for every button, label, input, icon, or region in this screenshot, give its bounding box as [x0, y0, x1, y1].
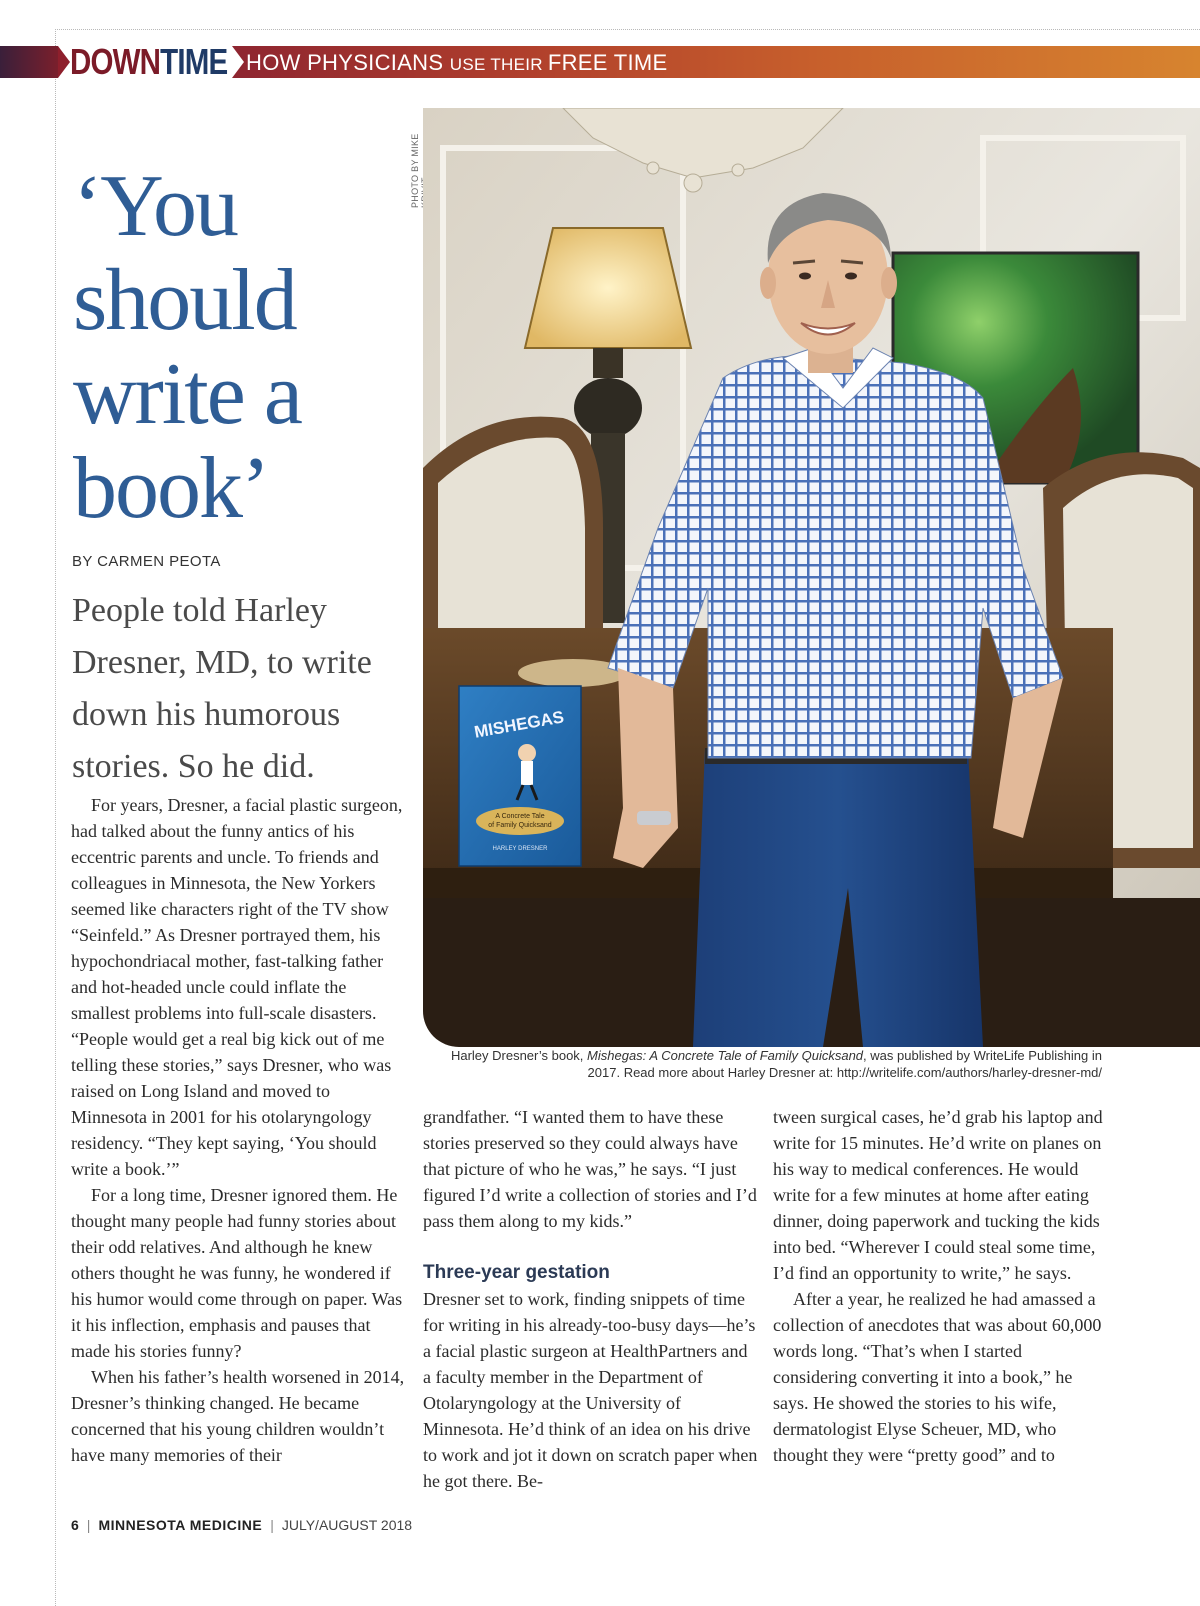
section-subhead: Three-year gestation: [423, 1262, 610, 1283]
section-banner: [0, 41, 1200, 82]
article-column-2: [423, 1104, 759, 1494]
banner-chevron-icon: [232, 46, 244, 78]
article-deck: People told Harley Dresner, MD, to write down his humorous stories. So he did.: [72, 592, 372, 785]
photo-caption: [430, 1047, 1102, 1081]
section-name: [70, 42, 227, 82]
page-trim-left: [55, 29, 56, 1606]
page-footer: [71, 1517, 412, 1537]
photo-credit: PHOTO BY MIKE: [410, 133, 420, 208]
title-line: should: [73, 252, 296, 349]
tagline-part2: USE THEIR: [449, 55, 548, 74]
byline: BY CARMEN PEOTA: [72, 553, 221, 570]
page-trim-top: [55, 29, 1200, 30]
footer-divider: |: [270, 1517, 274, 1533]
book-author: HARLEY DRESNER: [492, 846, 548, 852]
paragraph: When his father’s health worsened in 2014, Dresner’s thinking changed. He became concerned that his young children wouldn’t have many memories of their: [71, 1367, 405, 1465]
tagline-part3: FREE TIME: [547, 50, 668, 75]
article-column-1: [71, 792, 407, 1468]
section-name-time: TIME: [160, 41, 228, 82]
article-column-3: [773, 1104, 1109, 1468]
title-line: book’: [73, 440, 269, 537]
issue-date: JULY/AUGUST 2018: [281, 1517, 413, 1533]
footer-divider: |: [86, 1517, 91, 1533]
tagline-part1: HOW PHYSICIANS: [246, 50, 450, 75]
section-name-down: DOWN: [70, 41, 161, 82]
paragraph: For a long time, Dresner ignored them. He thought many people had funny stories about their odd relatives. And although he knew others thought he was funny, he wondered if his humor would come through on paper. Was it his inflection, emphasis and pauses that made his stories funny?: [71, 1185, 403, 1361]
title-line: write a: [73, 346, 301, 443]
banner-arrow-icon: [58, 46, 70, 78]
paragraph: After a year, he realized he had amassed a collection of anecdotes that was about 60,000 words long. “That’s when I started considering converting it into a book,” he says. He showed the stories to his wife, dermatologist Elyse Scheuer, MD, who thought they were “pretty good” and to: [773, 1289, 1102, 1465]
book-subtitle-line1: A Concrete Tale: [495, 813, 545, 820]
portrait-photo: [423, 108, 1200, 1047]
section-tagline: [246, 46, 667, 78]
paragraph: For years, Dresner, a facial plastic surgeon, had talked about the funny antics of his eccentric parents and uncle. To friends and colleagues in Minnesota, the New Yorkers seemed like characters right of the TV show “Seinfeld.” As Dresner portrayed them, his hypochondriacal mother, fast-talking father and hot-headed uncle could inflate the smallest problems into full-scale disasters. “People would get a real big kick out of me telling these stories,” says Dresner, who was raised on Long Island and moved to Minnesota in 2001 for his otolaryngology residency. “They kept saying, ‘You should write a book.’”: [71, 795, 403, 1179]
book-cover: [459, 686, 581, 866]
paragraph: Dresner set to work, finding snippets of time for writing in his already-too-busy days—he’s a facial plastic surgeon at HealthPartners and a faculty member in the Department of Otolaryngology at the University of Minnesota. He’d think of an idea on his drive to work and jot it down on scratch paper when he got there. Be-: [423, 1289, 758, 1491]
book-subtitle-line2: of Family Quicksand: [488, 822, 552, 829]
magazine-name: MINNESOTA MEDICINE: [98, 1517, 263, 1533]
banner-left-bar: [0, 46, 58, 78]
title-line: ‘You: [73, 158, 238, 255]
paragraph: grandfather. “I wanted them to have these stories preserved so they could always have that picture of who he was,” he says. “I just figured I’d write a collection of stories and I’d pass them along to my kids.”: [423, 1107, 757, 1231]
article-title: [73, 160, 413, 536]
page-number: 6: [71, 1517, 79, 1533]
caption-prefix: Harley Dresner’s book,: [450, 1048, 588, 1063]
caption-suffix: , was published by WriteLife Publishing in 2017. Read more about Harley Dresner at: http://writelife.com/authors/harley-dresner-md/: [587, 1048, 1102, 1080]
caption-book-title: Mishegas: A Concrete Tale of Family Quicksand: [587, 1048, 864, 1063]
paragraph: tween surgical cases, he’d grab his laptop and write for 15 minutes. He’d write on planes on his way to medical conferences. He would write for a few minutes at home after eating dinner, doing paperwork and tucking the kids into bed. “Wherever I could steal some time, I’d find an opportunity to write,” he says.: [773, 1107, 1103, 1283]
book-title: MISHEGAS: [472, 707, 566, 742]
